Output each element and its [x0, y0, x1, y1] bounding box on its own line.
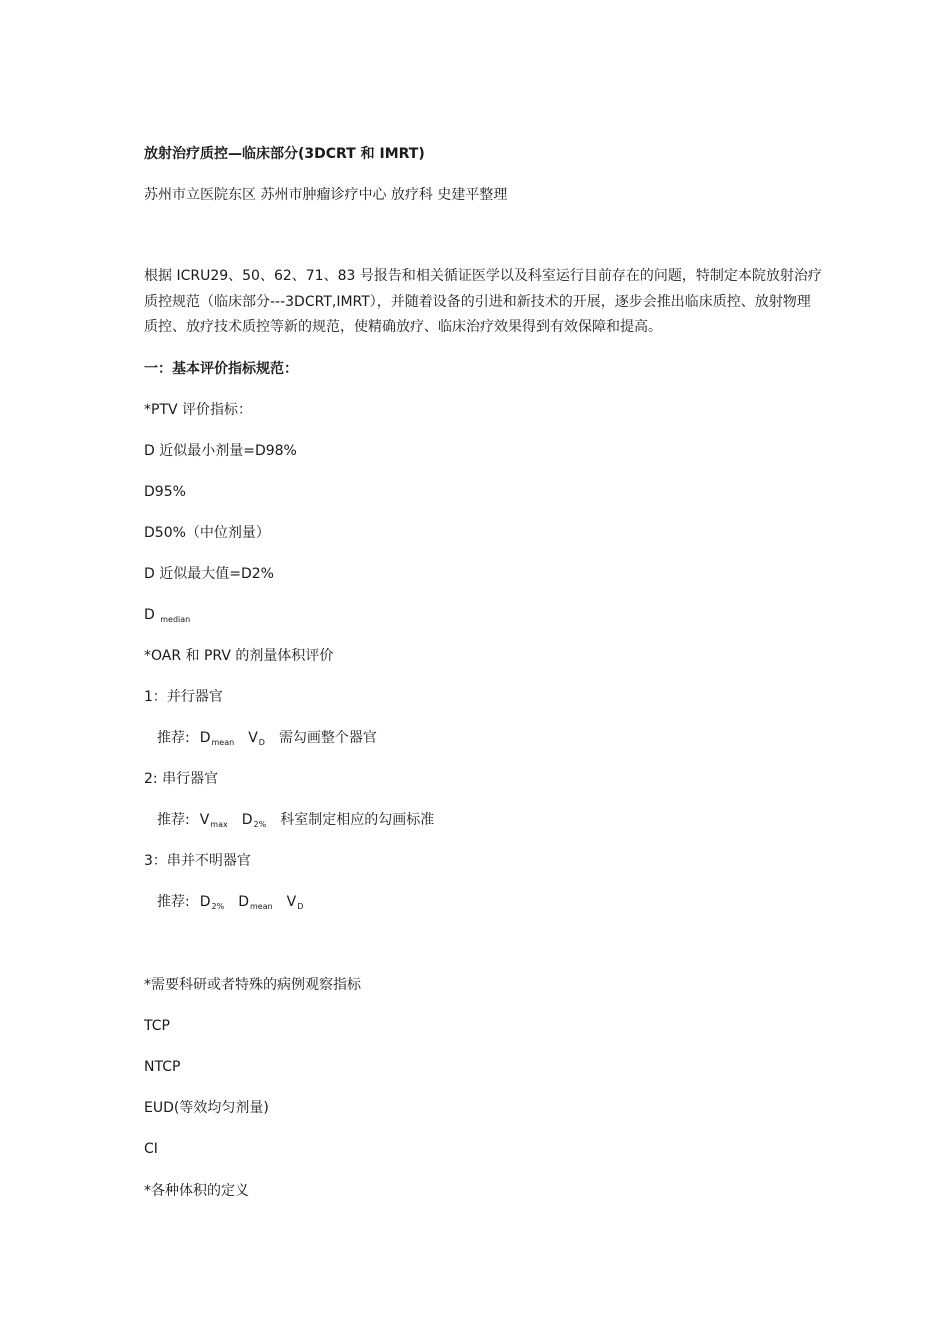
- metric-sub: D: [258, 738, 265, 747]
- metric-sub: max: [210, 820, 228, 829]
- rec-prefix: 推荐:: [157, 812, 190, 828]
- recommendation-note: 科室制定相应的勾画标准: [280, 812, 435, 828]
- research-item: TCP: [144, 1018, 170, 1034]
- serial-organ-label: 2: 串行器官: [144, 771, 219, 787]
- volumes-heading: *各种体积的定义: [144, 1183, 249, 1199]
- ptv-item: D95%: [144, 484, 186, 500]
- author-line: 苏州市立医院东区 苏州市肿瘤诊疗中心 放疗科 史建平整理: [144, 187, 508, 203]
- mixed-organ-label: 3：串并不明器官: [144, 853, 251, 869]
- dmedian-main: D: [144, 607, 155, 623]
- metric-main: V: [248, 730, 258, 746]
- section-heading: 一：基本评价指标规范：: [144, 361, 298, 377]
- metric-main: V: [199, 812, 210, 828]
- research-item: NTCP: [144, 1059, 181, 1075]
- research-heading: *需要科研或者特殊的病例观察指标: [144, 977, 361, 993]
- parallel-recommendation: [157, 729, 377, 752]
- metric-sub: mean: [211, 738, 235, 747]
- metric-sub: D: [297, 902, 304, 911]
- metric-main: D: [199, 730, 211, 746]
- rec-prefix: 推荐:: [157, 730, 190, 746]
- dmedian-sub: median: [160, 615, 191, 624]
- metric-main: D: [199, 894, 211, 910]
- mixed-recommendation: [157, 893, 303, 916]
- metric-main: D: [238, 894, 249, 910]
- metric-main: V: [286, 894, 297, 910]
- ptv-item: D 近似最大值=D2%: [144, 566, 274, 582]
- research-item: CI: [144, 1141, 158, 1157]
- recommendation-note: 需勾画整个器官: [278, 730, 377, 746]
- research-item: EUD(等效均匀剂量): [144, 1100, 269, 1116]
- ptv-heading: *PTV 评价指标：: [144, 402, 253, 418]
- metric-main: D: [241, 812, 253, 828]
- metric-sub: mean: [249, 902, 273, 911]
- document-title: 放射治疗质控—临床部分(3DCRT 和 IMRT): [144, 146, 425, 162]
- ptv-item: D50%（中位剂量）: [144, 525, 270, 541]
- ptv-dmedian: [144, 606, 190, 629]
- ptv-item: D 近似最小剂量=D98%: [144, 443, 297, 459]
- parallel-organ-label: 1：并行器官: [144, 689, 223, 705]
- rec-prefix: 推荐:: [157, 894, 190, 910]
- intro-paragraph: 根据 ICRU29、50、62、71、83 号报告和相关循证医学以及科室运行目前存在的问题，特制定本院放射治疗质控规范（临床部分---3DCRT,IMRT），并随着设备的引进和新技术的开展，逐步会推出临床质控、放射物理质控、放疗技术质控等新的规范，使精确放疗、临床治疗效果得到有效保障和提高。: [144, 268, 822, 335]
- serial-recommendation: [157, 811, 434, 834]
- metric-sub: 2%: [211, 902, 225, 911]
- oar-heading: *OAR 和 PRV 的剂量体积评价: [144, 648, 334, 664]
- metric-sub: 2%: [253, 820, 267, 829]
